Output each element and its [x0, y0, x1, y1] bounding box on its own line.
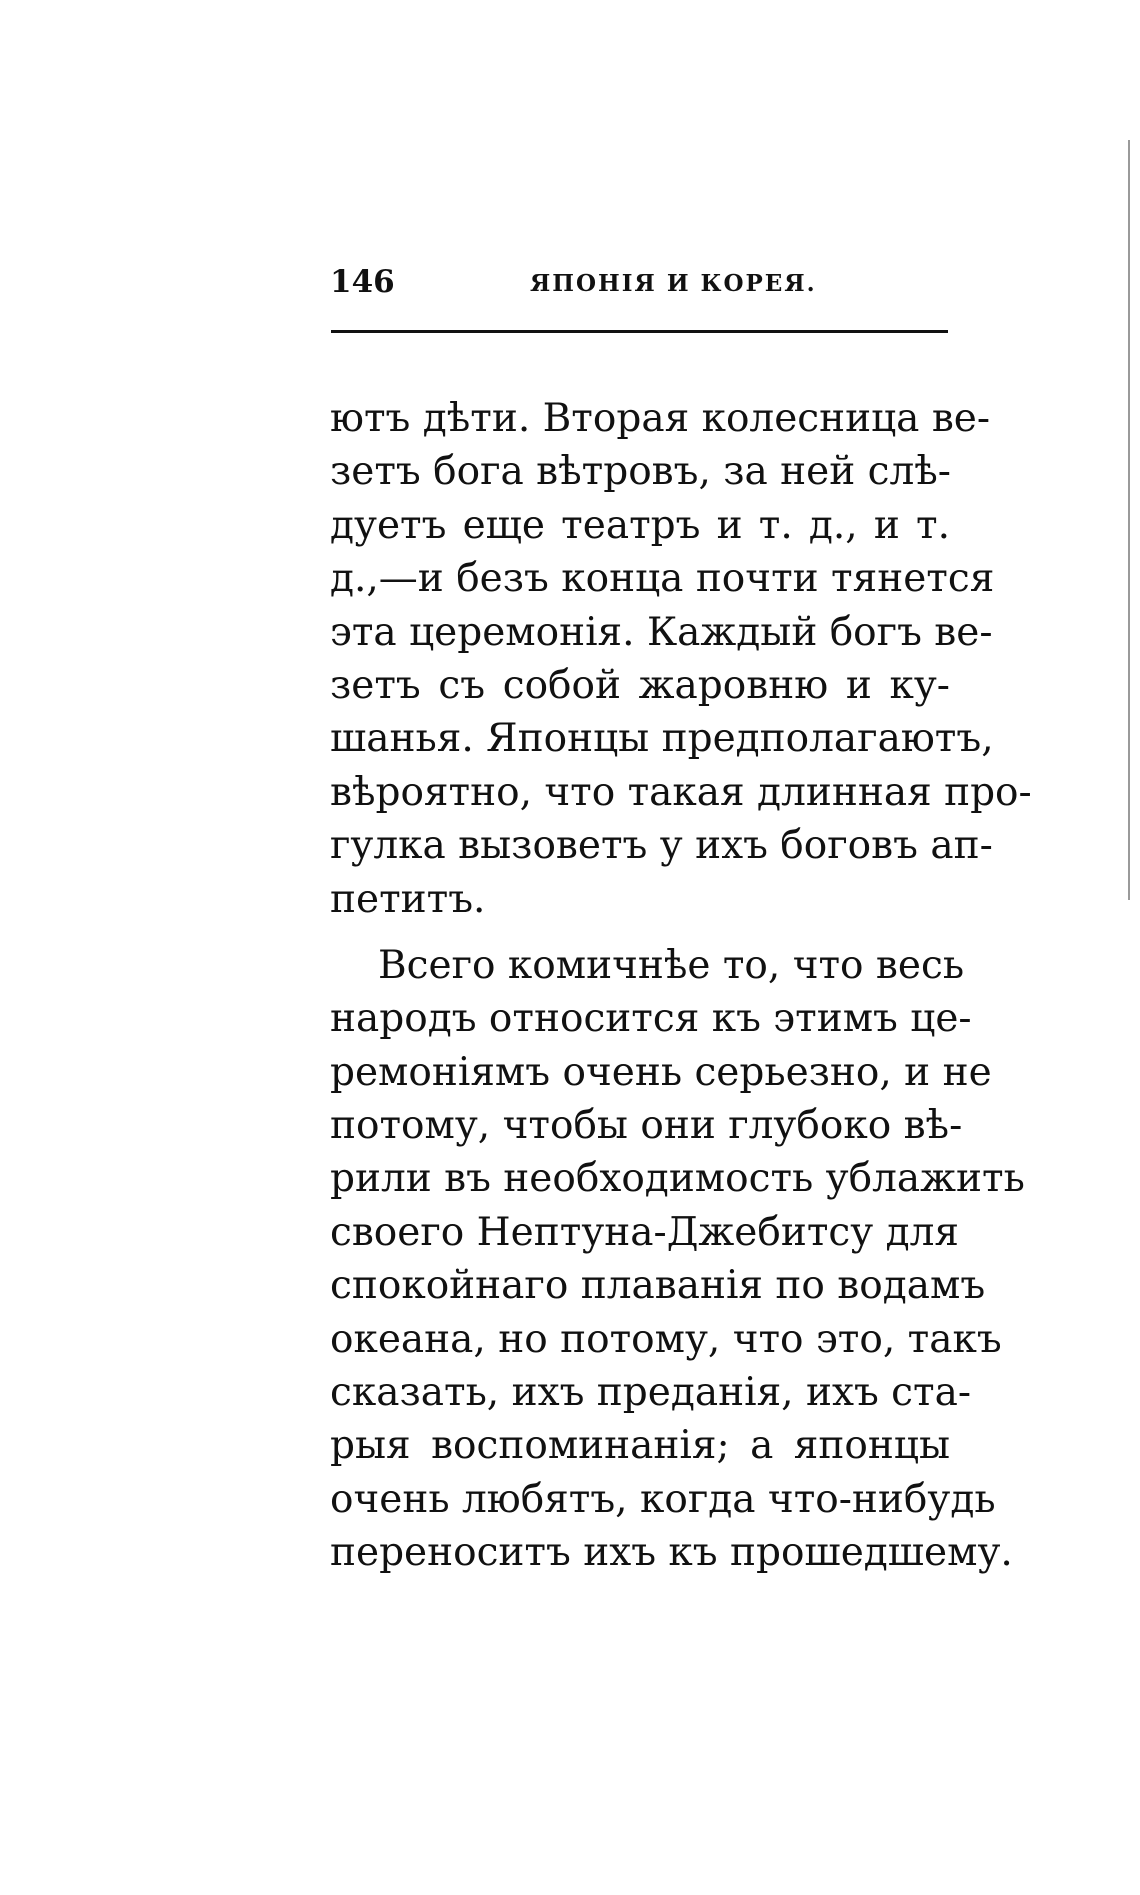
text-line: сказать, ихъ преданія, ихъ ста- — [330, 1370, 972, 1416]
text-line: спокойнаго плаванія по водамъ — [330, 1263, 986, 1309]
text-line: потому, чтобы они глубоко вѣ- — [330, 1103, 963, 1149]
text-line: зетъ бога вѣтровъ, за ней слѣ- — [330, 449, 951, 495]
text-line: океана, но потому, что это, такъ — [330, 1316, 1002, 1362]
paragraph-1 — [330, 392, 1032, 926]
text-line: гулка вызоветъ у ихъ боговъ ап- — [330, 823, 993, 869]
page-number: 146 — [330, 264, 395, 300]
text-line: рили въ необходимость ублажить — [330, 1156, 1025, 1202]
text-line: Всего комичнѣе то, что весь — [378, 942, 965, 988]
text-line: шанья. Японцы предполагаютъ, — [330, 716, 994, 762]
text-line: народъ относится къ этимъ це- — [330, 996, 972, 1042]
paragraph-2 — [330, 939, 1025, 1580]
page-edge-line — [1128, 140, 1130, 900]
header-rule — [331, 330, 948, 333]
text-line: переноситъ ихъ къ прошедшему. — [330, 1530, 1013, 1576]
text-line: ремоніямъ очень серьезно, и не — [330, 1049, 992, 1095]
text-line: своего Нептуна-Джебитсу для — [330, 1209, 959, 1255]
running-head — [330, 262, 950, 302]
body-text — [330, 392, 1032, 1580]
paragraph-gap — [330, 926, 950, 939]
text-line: вѣроятно, что такая длинная про- — [330, 769, 1032, 815]
text-line: дуетъ еще театръ и т. д., и т. — [330, 502, 950, 548]
text-line: рыя воспоминанія; а японцы — [330, 1423, 950, 1469]
text-line: очень любятъ, когда что-нибудь — [330, 1476, 996, 1522]
text-line: петитъ. — [330, 876, 486, 922]
text-line: ютъ дѣти. Вторая колесница ве- — [330, 396, 991, 441]
running-title: ЯПОНІЯ И КОРЕЯ. — [530, 270, 817, 297]
text-line: зетъ съ собой жаровню и ку- — [330, 662, 950, 708]
text-line: д.,—и безъ конца почти тянется — [330, 556, 995, 602]
text-line: эта церемонія. Каждый богъ ве- — [330, 609, 993, 655]
